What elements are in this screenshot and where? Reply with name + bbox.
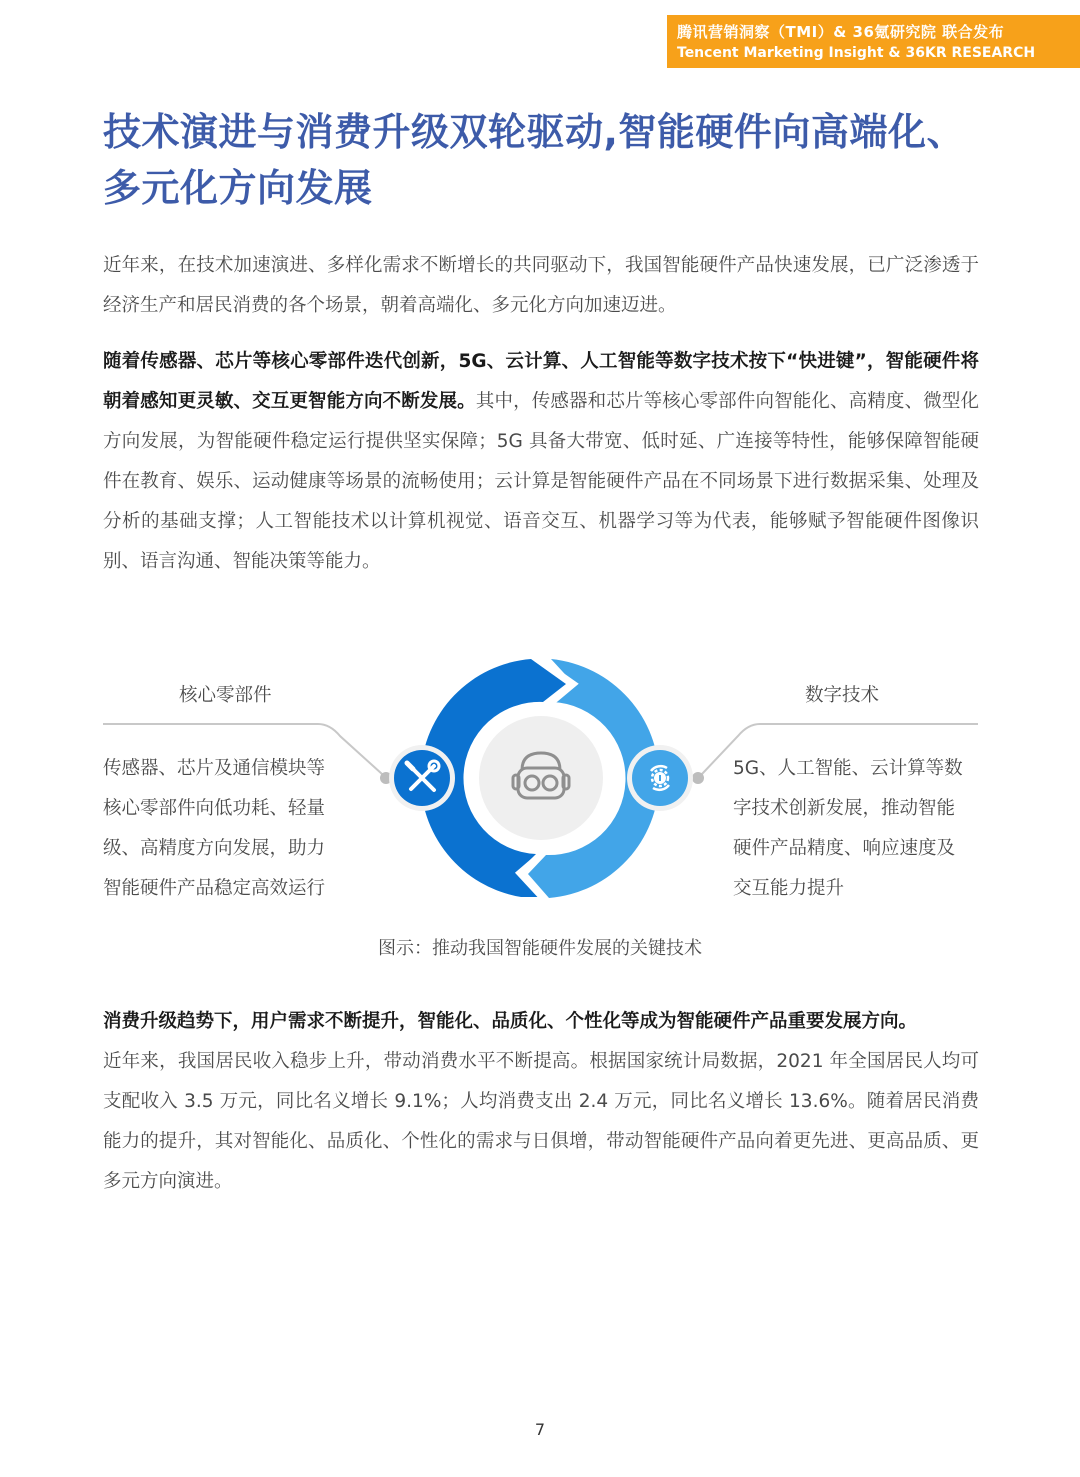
consumption-paragraph-body: 近年来，我国居民收入稳步上升，带动消费水平不断提高。根据国家统计局数据，2021 年全国居民人均可支配收入 3.5 万元，同比名义增长 9.1%；人均消费支出 2.4 万元，同比名义增长 13.6%。随着居民消费能力的提升，其对智能化、品质化、个性化的需求与日俱增，带动智能硬件产品向着更先进、更高品质、更多元方向演进。 [103,1051,979,1192]
page-number: 7 [534,1420,546,1439]
left-description-line: 传感器、芯片及通信模块等 [103,758,326,779]
right-connector-dot [692,772,704,784]
left-description-line: 级、高精度方向发展，助力 [103,838,326,859]
left-figure-description [103,749,353,909]
publisher-cn: 腾讯营销洞察（TMI）& 36氪研究院 联合发布 [677,23,1005,41]
right-figure-description [733,749,983,909]
left-figure-label: 核心零部件 [179,685,272,706]
right-description-line: 字技术创新发展，推动智能 [733,798,956,819]
page-title-line-1: 技术演进与消费升级双轮驱动,智能硬件向高端化、 [103,110,965,154]
consumption-paragraph-lead: 消费升级趋势下，用户需求不断提升，智能化、品质化、个性化等成为智能硬件产品重要发展方向。 [103,1011,918,1032]
intro-paragraph: 近年来，在技术加速演进、多样化需求不断增长的共同驱动下，我国智能硬件产品快速发展，已广泛渗透于经济生产和居民消费的各个场景，朝着高端化、多元化方向加速迈进。 [103,255,979,316]
left-description-line: 智能硬件产品稳定高效运行 [103,878,326,899]
publisher-en: Tencent Marketing Insight & 36KR RESEARCH [677,45,1036,61]
figure-caption: 图示：推动我国智能硬件发展的关键技术 [378,938,702,959]
left-description-line: 核心零部件向低功耗、轻量 [103,798,326,819]
consumption-paragraph [103,1002,979,1202]
right-description-line: 硬件产品精度、响应速度及 [733,838,956,859]
page-title-line-2: 多元化方向发展 [103,166,373,210]
right-figure-label: 数字技术 [805,685,880,706]
center-circle [479,716,603,840]
technology-paragraph-lead: 随着传感器、芯片等核心零部件迭代创新，5G、云计算、人工智能等数字技术按下“快进键”，智能硬件将朝着感知更灵敏、交互更智能方向不断发展。 [103,351,979,412]
right-description-line: 5G、人工智能、云计算等数 [733,758,963,779]
right-description-line: 交互能力提升 [733,878,845,899]
technology-paragraph-body: 其中，传感器和芯片等核心零部件向智能化、高精度、微型化方向发展，为智能硬件稳定运行提供坚实保障；5G 具备大带宽、低时延、广连接等特性，能够保障智能硬件在教育、娱乐、运动健康等场景的流畅使用；云计算是智能硬件产品在不同场景下进行数据采集、处理及分析的基础支撑；人工智能技术以计算机视觉、语音交互、机器学习等为代表，能够赋予智能硬件图像识别、语言沟通、智能决策等能力。 [103,391,979,572]
